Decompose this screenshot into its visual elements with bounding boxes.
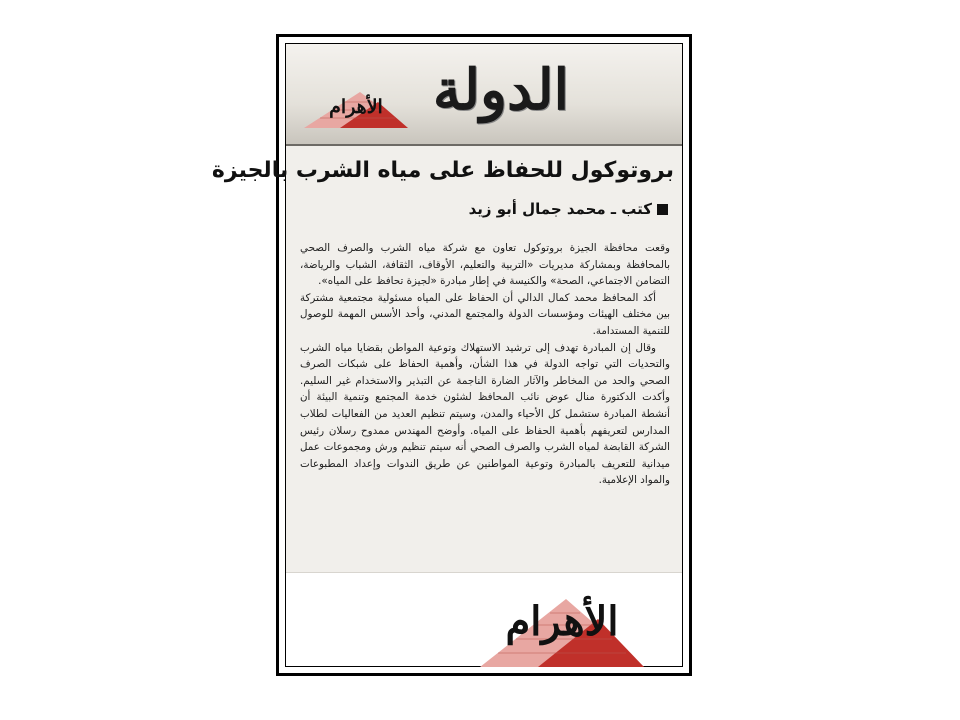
masthead — [286, 44, 682, 146]
byline-text: كتب ـ محمد جمال أبو زيد — [468, 200, 652, 218]
newspaper-clipping — [211, 43, 683, 667]
article-paragraph: أكد المحافظ محمد كمال الدالي أن الحفاظ على المياه مسئولية مجتمعية مشتركة بين مختلف الهيئات ومؤسسات الدولة والمجتمع المدني، وأحد الأسس المهمة للوصول للتنمية المستدامة. — [300, 291, 670, 337]
article-body — [300, 240, 670, 566]
footer-area — [286, 572, 682, 666]
article-paragraph: وقال إن المبادرة تهدف إلى ترشيد الاستهلاك وتوعية المواطن بقضايا مياه الشرب والتحديات التي تواجه الدولة في هذا الشأن، وأهمية الحفاظ على شبكات الصرف الصحي والحد من المخاطر والآثار الضارة الناجمة عن التبذير والاستخدام غير السليم. وأكدت الدكتورة منال عوض نائب المحافظ لشئون خدمة المجتمع وتنمية البيئة أن أنشطة المبادرة ستشمل كل الأحياء والمدن، وسيتم تنظيم العديد من الفعاليات لطلاب المدارس لتعريفهم بأهمية الحفاظ على المياه. وأوضح المهندس ممدوح رسلان رئيس الشركة القابضة لمياه الشرب والصرف الصحي أنه سيتم تنظيم ورش ومجموعات عمل ميدانية للتعريف بالمبادرة وتوعية المواطنين عن طريق الندوات وإعداد المطبوعات والمواد الإعلامية. — [300, 341, 670, 487]
ahram-logo-small — [300, 88, 412, 130]
square-bullet-icon — [657, 204, 668, 215]
article-paragraph: وقعت محافظة الجيزة بروتوكول تعاون مع شركة مياه الشرب والصرف الصحي بالمحافظة وبمشاركة مديريات «التربية والتعليم، الأوقاف، الثقافة، الشباب والرياضة، التضامن الاجتماعي، الصحة» والكنيسة في إطار مبادرة «لجيزة تحافظ على المياه». — [300, 242, 670, 288]
ahram-logo-large — [474, 591, 650, 669]
clipping-frame — [211, 34, 692, 676]
logo-small-text: الأهرام — [329, 96, 383, 118]
logo-large-text: الأهرام — [505, 598, 619, 645]
section-title: الدولة — [432, 57, 570, 123]
article-byline — [469, 200, 668, 218]
article-headline: بروتوكول للحفاظ على مياه الشرب بالجيزة — [211, 158, 674, 183]
